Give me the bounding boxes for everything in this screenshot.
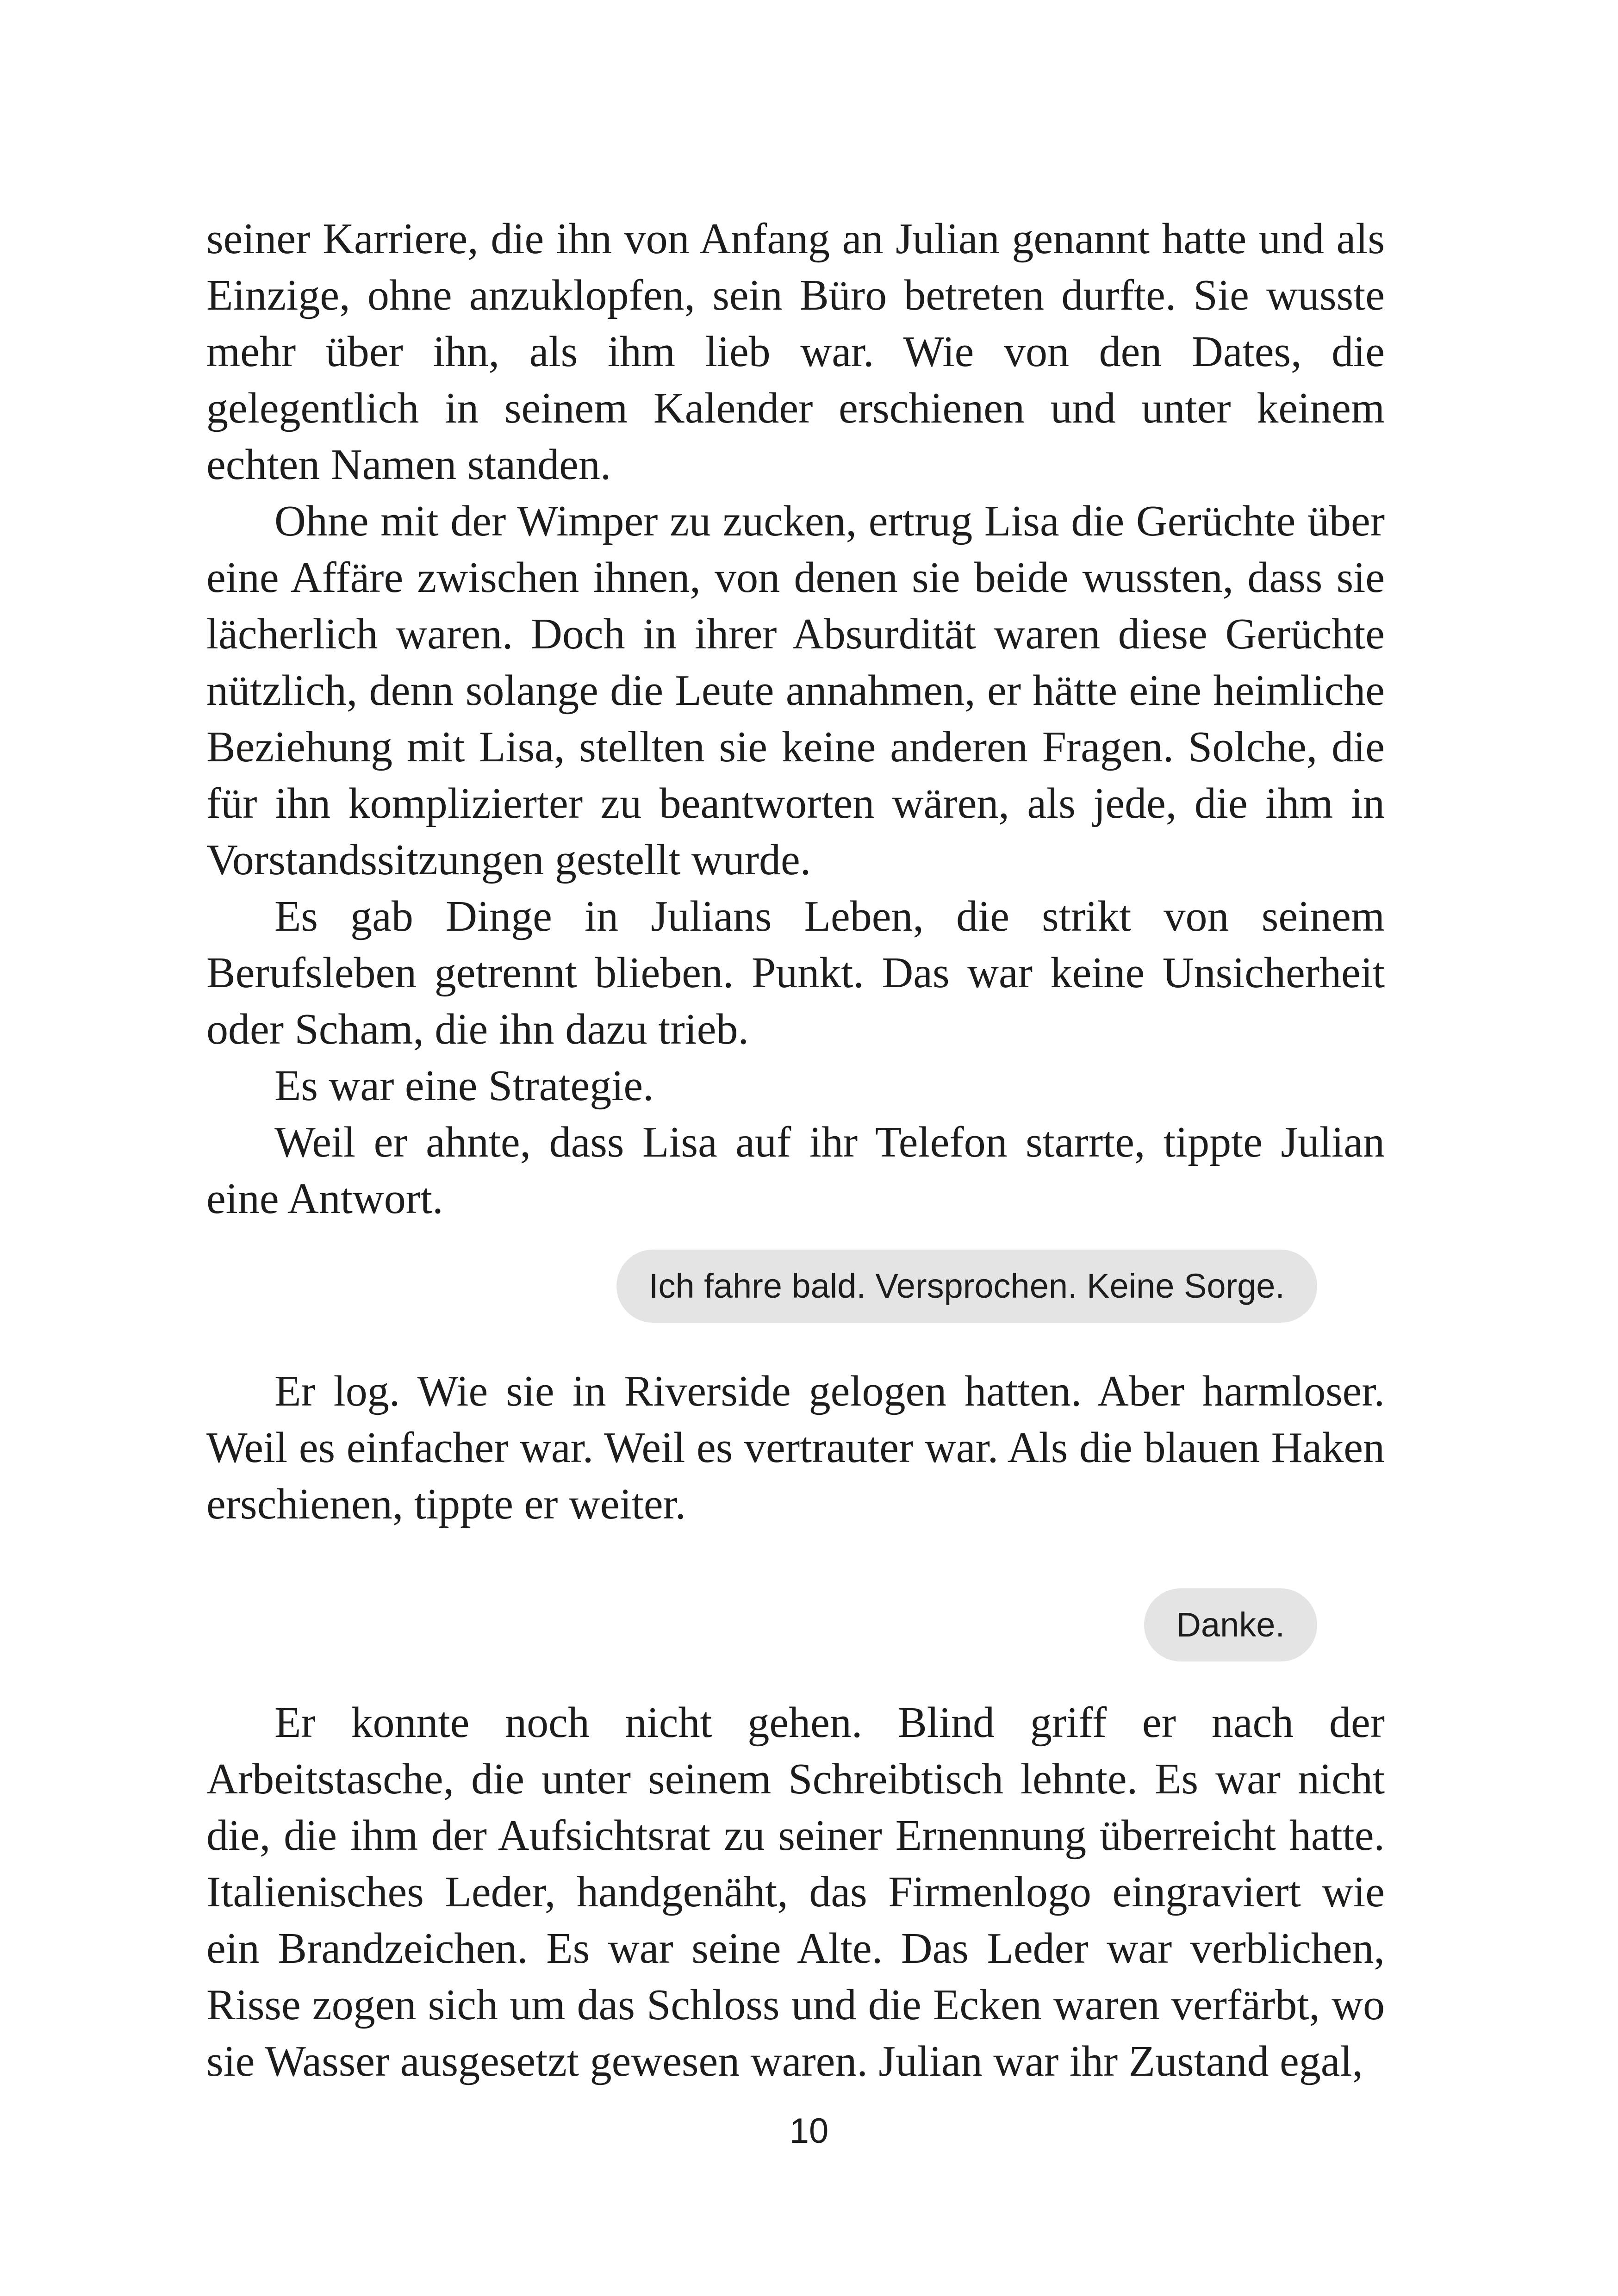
body-text-middle	[206, 1363, 1385, 1532]
message-row-1	[206, 1250, 1317, 1323]
page-number: 10	[789, 2111, 829, 2151]
paragraph-reply: Weil er ahnte, dass Lisa auf ihr Telefon starrte, tippte Julian eine Antwort.	[206, 1118, 1385, 1223]
chat-bubble-message-1: Ich fahre bald. Versprochen. Keine Sorge.	[616, 1250, 1317, 1323]
chat-bubble-message-2: Danke.	[1144, 1588, 1317, 1661]
body-text-top	[206, 211, 1385, 1227]
paragraph-lie: Er log. Wie sie in Riverside gelogen hatten. Aber harmloser. Weil es einfacher war. Weil es vertrauter war. Als die blauen Haken erschienen, tippte er weiter.	[206, 1367, 1385, 1528]
body-text-bottom	[206, 1694, 1385, 2090]
paragraph-continuation: seiner Karriere, die ihn von Anfang an Julian genannt hatte und als Einzige, ohne anzuklopfen, sein Büro betreten durfte. Sie wusste mehr über ihn, als ihm lieb war. Wie von den Dates, die gelegentlich in seinem Kalender erschienen und unter keinem echten Namen standen.	[206, 215, 1385, 489]
paragraph-private-life: Es gab Dinge in Julians Leben, die strikt von seinem Berufsleben getrennt blieben. Punkt. Das war keine Unsicherheit oder Scham, die ihn dazu trieb.	[206, 892, 1385, 1053]
paragraph-briefcase: Er konnte noch nicht gehen. Blind griff er nach der Arbeitstasche, die unter seinem Schreibtisch lehnte. Es war nicht die, die ihm der Aufsichtsrat zu seiner Ernennung überreicht hatte. Italienisches Leder, handgenäht, das Firmenlogo eingraviert wie ein Brandzeichen. Es war seine Alte. Das Leder war verblichen, Risse zogen sich um das Schloss und die Ecken waren verfärbt, wo sie Wasser ausgesetzt gewesen waren. Julian war ihr Zustand egal,	[206, 1699, 1385, 2085]
paragraph-strategy: Es war eine Strategie.	[274, 1062, 654, 1110]
message-row-2	[206, 1588, 1317, 1661]
paragraph-rumors: Ohne mit der Wimper zu zucken, ertrug Lisa die Gerüchte über eine Affäre zwischen ihnen, von denen sie beide wussten, dass sie lächerlich waren. Doch in ihrer Absurdität waren diese Gerüchte nützlich, denn solange die Leute annahmen, er hätte eine heimliche Beziehung mit Lisa, stellten sie keine anderen Fragen. Solche, die für ihn komplizierter zu beantworten wären, als jede, die ihm in Vorstandssitzungen gestellt wurde.	[206, 497, 1385, 884]
